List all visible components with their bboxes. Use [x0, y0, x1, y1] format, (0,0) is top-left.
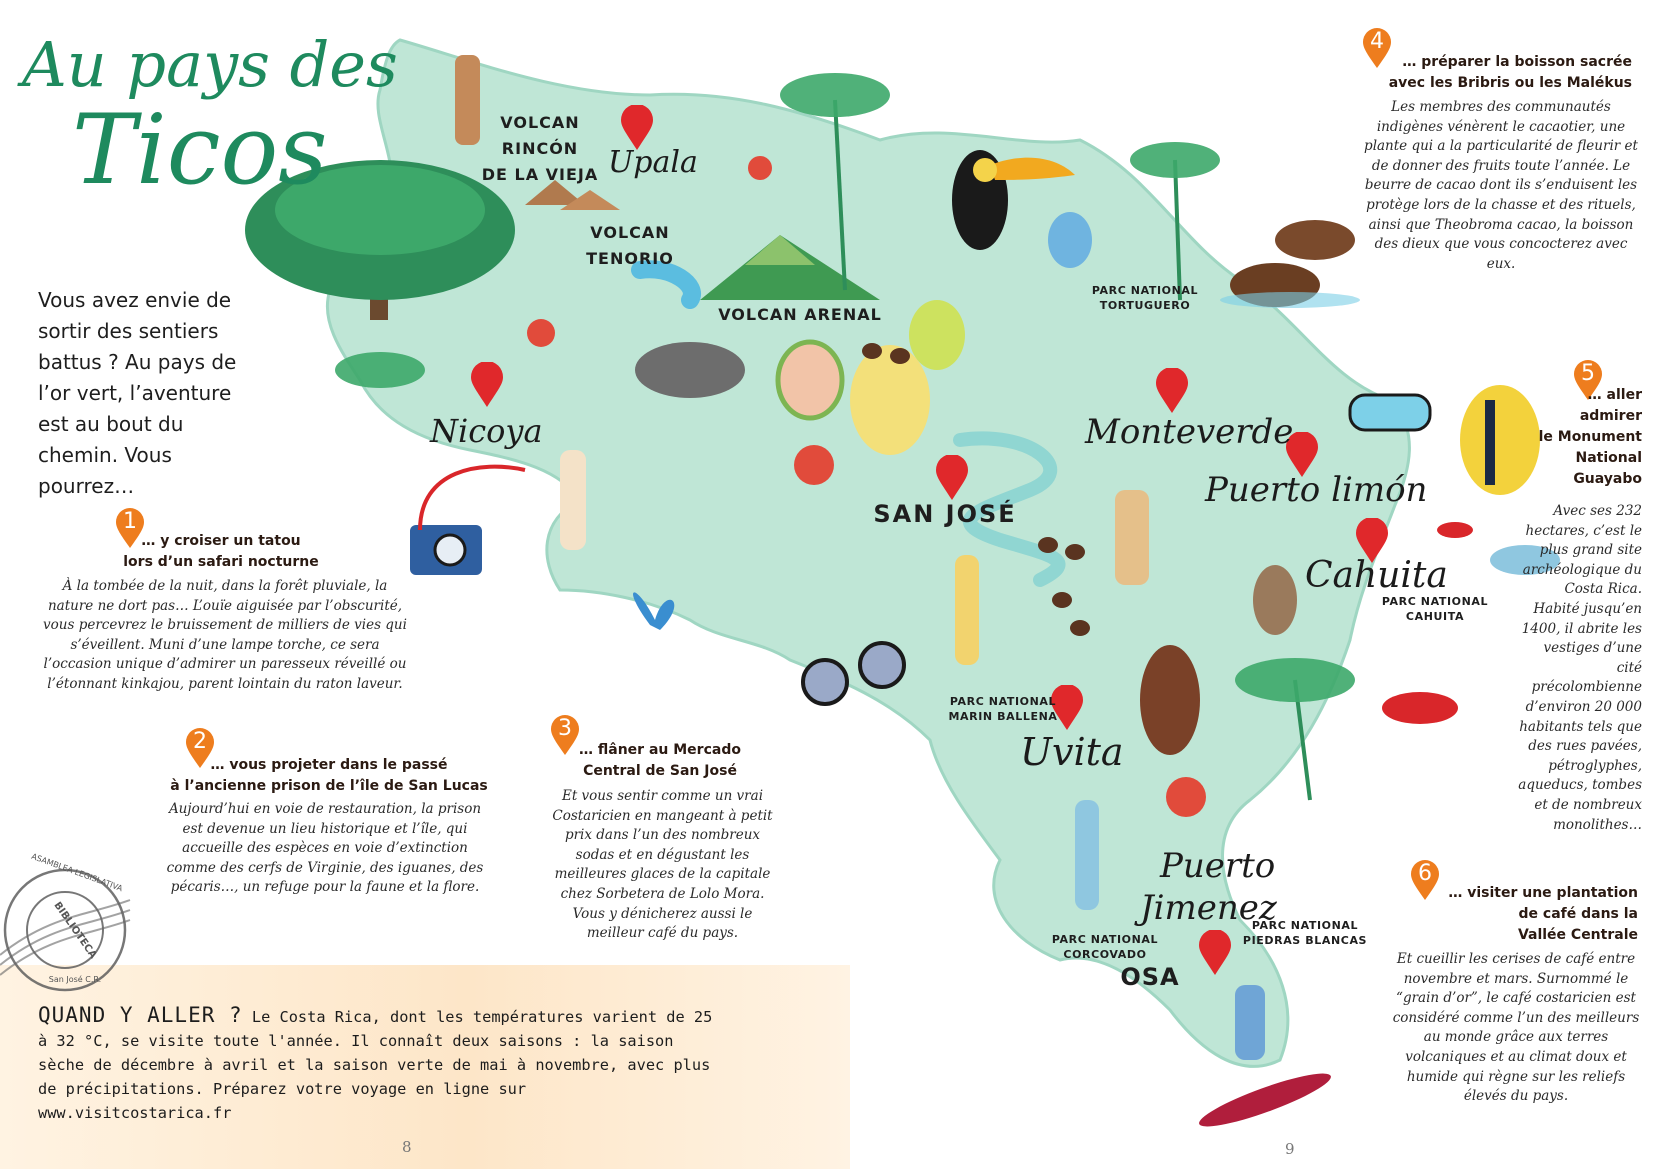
section-6-heading — [1420, 883, 1638, 946]
section-4-heading — [1360, 52, 1632, 94]
section-3-heading — [560, 740, 760, 782]
turtle-illustration — [1275, 220, 1355, 260]
section-1-heading — [110, 531, 332, 573]
page-number-left: 8 — [402, 1138, 412, 1156]
yoga-figure-1 — [560, 450, 586, 550]
stamp-center-text: BIBLIOTECA — [51, 900, 99, 961]
title-line-1: Au pays des — [22, 28, 398, 101]
number-3: 3 — [558, 716, 572, 741]
banana-illustration — [850, 345, 930, 455]
surfer-illustration — [1235, 985, 1265, 1060]
monkey-illustration — [1140, 645, 1200, 755]
page-number-right: 9 — [1285, 1140, 1295, 1158]
heading-line: … flâner au Mercado — [579, 742, 741, 758]
city-puerto-limon: Puerto limón — [1205, 470, 1428, 510]
page-title — [22, 28, 398, 206]
map-pin-san-jose[interactable] — [935, 455, 969, 501]
quand-title: QUAND Y ALLER ? — [38, 1003, 243, 1027]
label-line: TENORIO — [586, 249, 674, 268]
park-line: PARC NATIONAL — [1381, 595, 1489, 608]
park-line: PARC NATIONAL — [1091, 284, 1199, 297]
number-6: 6 — [1418, 861, 1432, 886]
heading-line: … préparer la boisson sacrée — [1402, 54, 1632, 70]
park-line: PARC NATIONAL — [1051, 933, 1159, 946]
label-volcan-rincon — [470, 110, 610, 188]
heading-line: de café dans la — [1518, 906, 1638, 922]
map-pin-monteverde[interactable] — [1155, 368, 1189, 414]
city-uvita: Uvita — [1020, 730, 1124, 774]
park-corcovado — [1040, 932, 1170, 962]
section-2-text: Aujourd’hui en voie de restauration, la prison est devenue un lieu historique et l’île, qui accueille des espèces en voie d’extinction comme des cerfs de Virginie, des iguanes, des pécaris…, un refuge pour la faune et la flore. — [166, 801, 484, 896]
heading-line: à l’ancienne prison de l’île de San Lucas — [170, 778, 488, 794]
number-5: 5 — [1581, 361, 1595, 386]
park-piedras-blancas — [1230, 918, 1380, 948]
camera-illustration — [410, 467, 525, 575]
heading-line: lors d’un safari nocturne — [123, 554, 319, 570]
heading-line: … visiter une plantation — [1448, 885, 1638, 901]
section-6-text: Et cueillir les cerises de café entre novembre et mars. Surnommé le “grain d’or”, le café costaricien est considéré comme l’un des meilleurs au monde grâce aux terres volcaniques et au climat doux et humide qui règne sur les reliefs élevés du pays. — [1392, 951, 1640, 1105]
dancer-figure — [1075, 800, 1099, 910]
heading-line: avec les Bribris ou les Malékus — [1388, 75, 1632, 91]
heading-line: Vallée Centrale — [1517, 927, 1638, 943]
heading-line: National — [1575, 450, 1642, 466]
heading-line: admirer — [1579, 408, 1642, 424]
park-line: TORTUGUERO — [1099, 299, 1191, 312]
city-puerto-jimenez — [1140, 845, 1277, 929]
city-nicoya: Nicoya — [430, 412, 543, 450]
sloth-illustration — [1253, 565, 1297, 635]
heading-line: Central de San José — [583, 763, 737, 779]
park-line: PIEDRAS BLANCAS — [1242, 934, 1368, 947]
quand-body: Le Costa Rica, dont les températures varient de 25 à 32 °C, se visite toute l'année. Il connaît deux saisons : la saison sèche de décembre à avril et la saison verte de mai à novembre, avec plus de précipitations. Préparez votre voyage en ligne sur www.visitcostarica.fr — [38, 1008, 713, 1122]
map-pin-nicoya[interactable] — [470, 362, 504, 408]
park-tortuguero — [1070, 283, 1220, 313]
city-cahuita: Cahuita — [1305, 555, 1448, 596]
mask-illustration — [1350, 395, 1430, 430]
section-1-text: À la tombée de la nuit, dans la forêt pluviale, la nature ne dort pas… L’ouïe aiguisée par l’obscurité, vous percevrez le bruissement de milliers de vies qui s’éveillent. Muni d’une lampe torche, ce sera l’occasion unique d’admirer un paresseux réveillé ou l’étonnant kinkajou, parent lointain du raton laveur. — [43, 578, 407, 692]
park-line: CAHUITA — [1405, 610, 1465, 623]
section-4-text: Les membres des communautés indigènes vénèrent le cacaotier, une plante qui a la particularité de fleurir et de donner des fruits toute l’année. Le beurre de cacao dont ils s’enduisent les protège lors de la chasse et des rituels, ainsi que Theobroma cacao, la boisson des dieux que vous concocterez avec eux. — [1364, 99, 1638, 272]
guava-illustration — [778, 342, 842, 418]
city-monteverde: Monteverde — [1085, 412, 1294, 452]
surfboard-illustration — [1195, 1065, 1335, 1135]
number-2: 2 — [193, 729, 207, 754]
number-1: 1 — [123, 509, 137, 534]
heading-line: … vous projeter dans le passé — [210, 757, 448, 773]
section-5-heading — [1490, 385, 1642, 490]
label-volcan-tenorio — [580, 220, 680, 272]
city-upala: Upala — [608, 145, 698, 180]
heading-line: Guayabo — [1573, 471, 1642, 487]
title-line-2: Ticos — [72, 94, 328, 206]
label-line: RINCÓN — [501, 139, 579, 158]
heading-line: … y croiser un tatou — [141, 533, 301, 549]
park-line: PARC NATIONAL — [949, 695, 1057, 708]
hiker-figure — [1115, 490, 1149, 585]
city-san-jose: SAN JOSÉ — [873, 500, 1017, 528]
armadillo-illustration — [635, 342, 745, 398]
label-line: VOLCAN — [590, 223, 670, 242]
city-line: Puerto — [1160, 846, 1276, 886]
label-volcan-arenal: VOLCAN ARENAL — [718, 305, 882, 324]
stamp-sub-text: San José C.R. — [48, 975, 102, 984]
stamp-ring-text: ASAMBLEA LEGISLATIVA — [30, 851, 124, 894]
park-line: CORCOVADO — [1063, 948, 1147, 961]
label-line: VOLCAN — [500, 113, 580, 132]
heading-line: … aller — [1587, 387, 1642, 403]
city-line: Jimenez — [1140, 888, 1277, 928]
number-4: 4 — [1370, 29, 1384, 54]
quand-y-aller-text — [38, 1003, 718, 1125]
park-cahuita — [1370, 594, 1500, 624]
park-line: MARIN BALLENA — [948, 710, 1058, 723]
map-pin-osa[interactable] — [1198, 930, 1232, 976]
park-line: PARC NATIONAL — [1251, 919, 1359, 932]
yoga-figure-2 — [955, 555, 979, 665]
section-2-heading — [168, 755, 490, 797]
intro-text: Vous avez envie de sortir des sentiers battus ? Au pays de l’or vert, l’aventure est au bout du chemin. Vous pourrez… — [38, 288, 237, 498]
label-line: DE LA VIEJA — [481, 165, 599, 184]
section-5-text: Avec ses 232 hectares, c’est le plus grand site archéologique du Costa Rica. Habité jusqu’en 1400, il abrite les vestiges d’une cité précolombienne d’environ 20 000 habitants tels que des rues pavées, pétroglyphes, aqueducs, tombes et de nombreux monolithes… — [1518, 503, 1642, 833]
section-3-text: Et vous sentir comme un vrai Costaricien en mangeant à petit prix dans l’un des nombreux sodas et en dégustant les meilleures glaces de la capitale chez Sorbetera de Lolo Mora. Vous y dénicherez aussi le meilleur café du pays. — [552, 788, 773, 942]
heading-line: le Monument — [1538, 429, 1642, 445]
city-osa: OSA — [1120, 963, 1180, 991]
park-marin-ballena — [938, 694, 1068, 724]
